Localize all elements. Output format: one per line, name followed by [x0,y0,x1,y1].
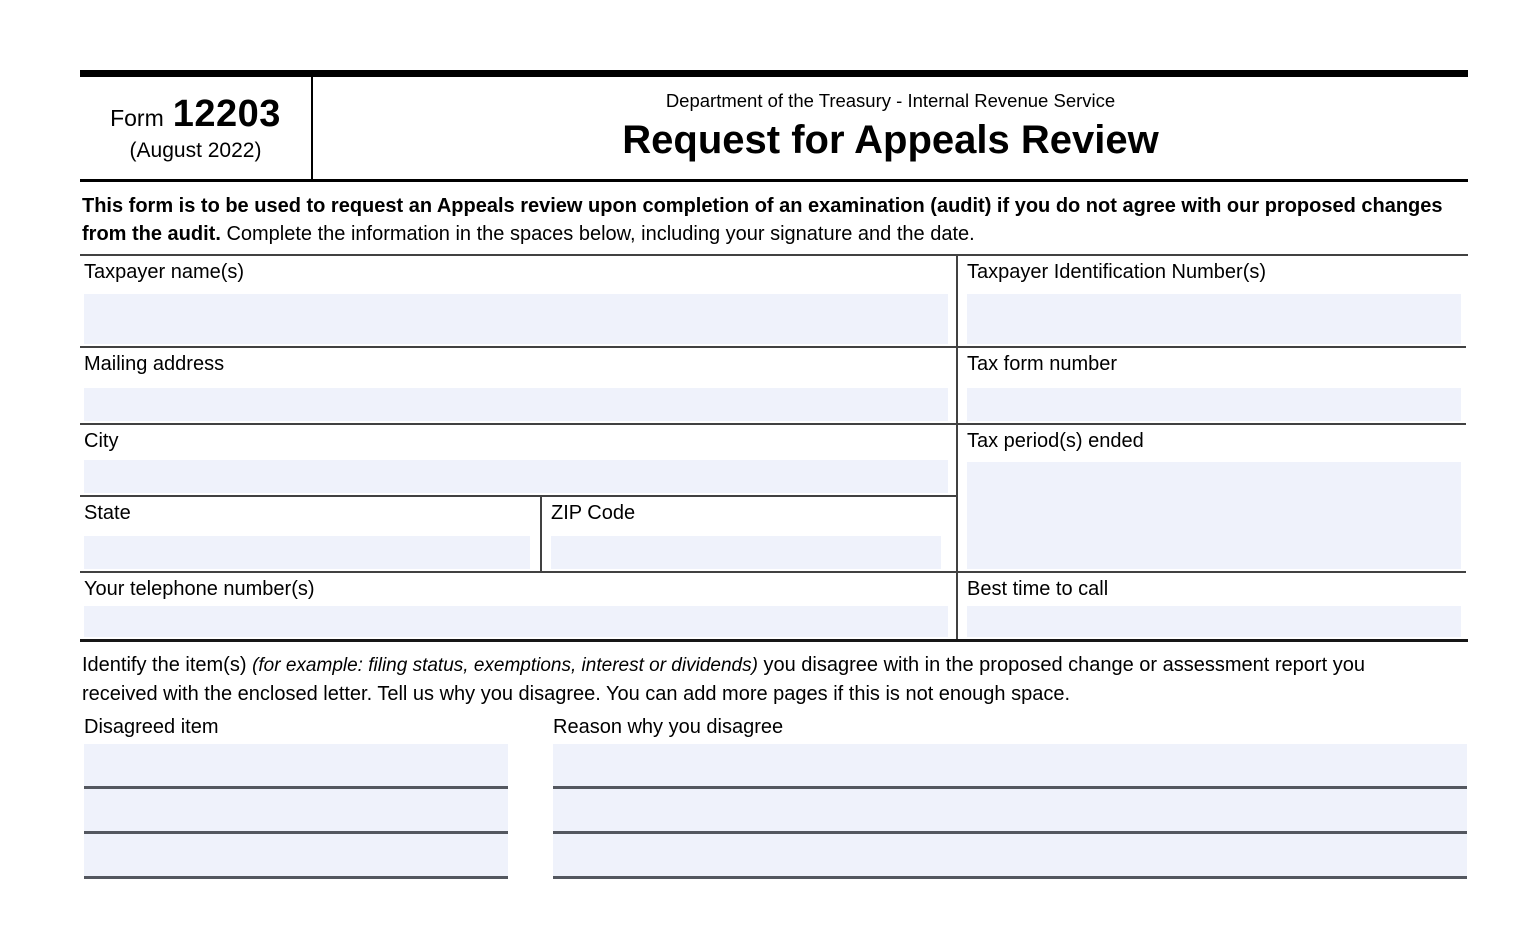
state-label: State [84,502,131,524]
form-header [80,77,1468,182]
city-input[interactable] [84,460,948,493]
city-label: City [84,430,119,452]
intro-bold-text: This form is to be used to request an Appeals review upon completion of an examination (audit) if you do not agree with our proposed changes from the audit. [82,195,1443,245]
taxpayer-info-table [80,254,1468,642]
disagreement-section [84,716,1468,879]
tax-period-label: Tax period(s) ended [967,430,1144,452]
zip-code-cell [542,497,956,571]
zip-code-label: ZIP Code [551,502,636,524]
telephone-row [80,573,956,639]
identify-paragraph [82,651,1442,708]
agency-line: Department of the Treasury - Internal Revenue Service [665,90,1116,111]
state-zip-row [80,497,956,573]
tax-period-input[interactable] [967,462,1461,569]
form-number-cell [80,77,313,179]
intro-regular-text: Complete the information in the spaces below, including your signature and the date. [226,223,975,245]
tax-form-number-input[interactable] [967,388,1461,421]
intro-paragraph [82,192,1454,248]
table-right-column [958,256,1466,639]
city-row [80,425,956,497]
taxpayer-name-row [80,256,956,348]
reason-input-3[interactable] [553,834,1467,879]
form-12203-page [80,70,1468,879]
tax-form-number-label: Tax form number [967,353,1118,375]
top-rule [80,70,1468,77]
disagreed-item-input-1[interactable] [84,744,508,789]
tax-form-number-row [958,348,1466,425]
mailing-address-input[interactable] [84,388,948,421]
state-input[interactable] [84,536,530,569]
best-time-row [958,573,1466,639]
mailing-address-label: Mailing address [84,353,225,375]
form-number: 12203 [172,93,281,135]
table-left-column [80,256,958,639]
form-word: Form [110,105,164,131]
reason-column [553,716,1467,879]
tin-input[interactable] [967,294,1461,344]
disagreed-item-column [84,716,508,879]
tax-period-row [958,425,1466,573]
state-cell [80,497,542,571]
tin-label: Taxpayer Identification Number(s) [967,261,1267,283]
telephone-label: Your telephone number(s) [84,578,315,600]
reason-label: Reason why you disagree [553,716,784,738]
identify-rest-text: you disagree with in the proposed change or assessment report you received with the enclosed letter. Tell us why you disagree. You can add more pages if this is not enough space. [82,654,1365,705]
taxpayer-name-label: Taxpayer name(s) [84,261,245,283]
mailing-address-row [80,348,956,425]
best-time-label: Best time to call [967,578,1109,600]
form-title-cell [313,77,1468,179]
taxpayer-name-input[interactable] [84,294,948,344]
identify-lead-text: Identify the item(s) [82,654,247,676]
form-title: Request for Appeals Review [622,118,1159,162]
disagreed-item-input-2[interactable] [84,789,508,834]
zip-code-input[interactable] [551,536,941,569]
disagreed-item-input-3[interactable] [84,834,508,879]
tin-row [958,256,1466,348]
best-time-input[interactable] [967,606,1461,637]
reason-input-1[interactable] [553,744,1467,789]
form-revision-date: (August 2022) [129,139,262,162]
disagreed-item-label: Disagreed item [84,716,219,738]
form-number-line [110,93,281,136]
reason-input-2[interactable] [553,789,1467,834]
identify-example-text: (for example: filing status, exemptions, interest or dividends) [252,655,758,676]
telephone-input[interactable] [84,606,948,637]
